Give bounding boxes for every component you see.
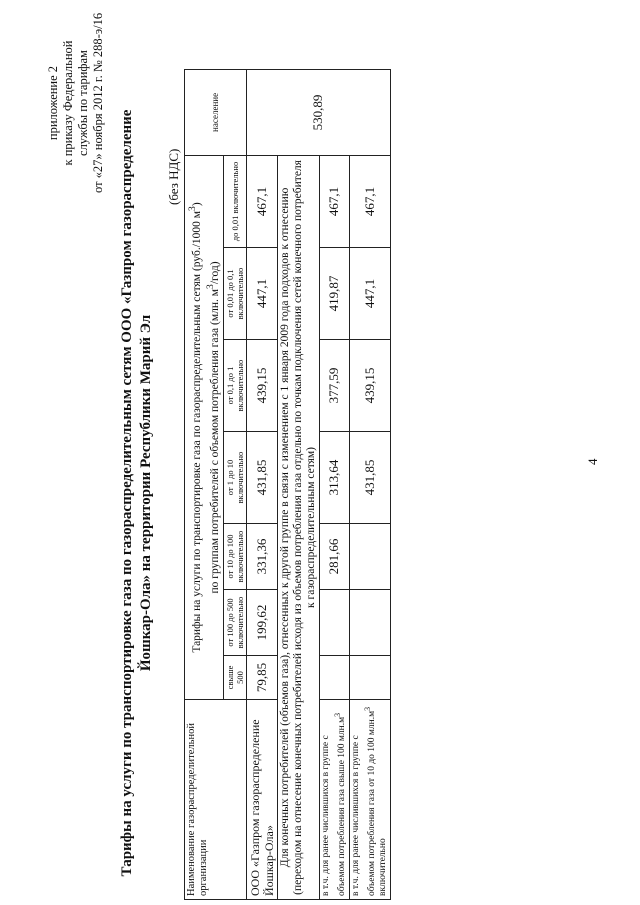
tariff-cell: 431,85 — [246, 432, 277, 524]
note-row — [277, 69, 319, 899]
sub-row-label — [349, 700, 390, 900]
sub-row — [349, 69, 390, 899]
empty-cell — [319, 656, 349, 700]
appendix-line: от «27» ноября 2012 г. № 288-э/16 — [91, 12, 105, 193]
tariff-cell: 439,15 — [246, 340, 277, 432]
tariff-cell: 377,59 — [319, 340, 349, 432]
appendix-line: приложение 2 — [46, 65, 60, 141]
header-group: от 0,01 до 0,1 включительно — [223, 248, 246, 340]
empty-cell — [349, 590, 390, 656]
vat-note: (без НДС) — [166, 148, 181, 205]
sub-row-label-text: включительно — [377, 838, 388, 896]
tariff-cell: 199,62 — [246, 590, 277, 656]
header-tariffs-sup: 3 — [187, 206, 198, 211]
tariff-cell: 439,15 — [349, 340, 390, 432]
header-group: от 10 до 100 включительно — [223, 524, 246, 590]
header-group: до 0,01 включительно — [223, 155, 246, 247]
header-tariffs-text: /год) — [208, 261, 221, 285]
org-row — [246, 69, 277, 899]
sub-row-label — [319, 700, 349, 900]
header-organization: Наименование газораспределительной организации — [185, 700, 247, 900]
org-name: ООО «Газпром газораспределение Йошкар-Ола» — [246, 700, 277, 900]
page-number: 4 — [585, 458, 600, 465]
appendix-block — [46, 13, 106, 193]
tariffs-table — [184, 69, 391, 900]
header-tariffs-text: ) — [190, 202, 203, 207]
header-tariffs-sup: 3 — [204, 284, 216, 289]
tariff-cell: 419,87 — [319, 248, 349, 340]
appendix-line: к приказу Федеральной — [61, 40, 75, 166]
empty-cell — [349, 524, 390, 590]
tariff-cell: 431,85 — [349, 432, 390, 524]
empty-cell — [319, 590, 349, 656]
tariff-cell: 447,1 — [246, 248, 277, 340]
header-tariffs-text: по группам потребителей с объемом потребления газа (млн. м — [208, 288, 221, 594]
header-population: население — [185, 69, 247, 155]
sub-row — [319, 69, 349, 899]
population-tariff: 530,89 — [246, 69, 390, 155]
header-group: от 100 до 500 включительно — [223, 590, 246, 656]
header-group: от 0,1 до 1 включительно — [223, 340, 246, 432]
tariff-cell: 467,1 — [246, 155, 277, 247]
tariff-cell: 79,85 — [246, 656, 277, 700]
tariff-cell: 313,64 — [319, 432, 349, 524]
empty-cell — [349, 656, 390, 700]
tariff-cell: 281,66 — [319, 524, 349, 590]
note-text: Для конечных потребителей (объемов газа), отнесенных к другой группе в связи с изменением с 1 января 2009 года подходов к отнесению (переходом на отнесение конечных потребителей исходя из объемов потребления газа отдельно по точкам подключения сетей конечного потребителя к газораспределительным сетям) — [277, 155, 319, 899]
title-line: Тарифы на услуги по транспортировке газа по газораспределительным сетям ООО «Газпром газораспределение — [119, 109, 135, 877]
title-line: Йошкар-Ола» на территории Республики Марий Эл — [138, 314, 154, 672]
header-group: свыше 500 — [223, 656, 246, 700]
header-tariffs-text: Тарифы на услуги по транспортировке газа по газораспределительным сетям (руб./1000 м — [190, 210, 203, 653]
sub-row-label-text: в т.ч. для ранее числившихся в группе с объемом потребления газа от 10 до 100 млн.м — [350, 710, 377, 896]
sub-row-label-text: в т.ч. для ранее числившихся в группе с объемом потребления газа свыше 100 млн.м — [320, 716, 347, 896]
document-title — [118, 93, 156, 893]
appendix-line: службы по тарифам — [76, 50, 90, 156]
tariff-cell: 467,1 — [319, 155, 349, 247]
tariff-cell: 331,36 — [246, 524, 277, 590]
sub-row-label-sup: 3 — [362, 706, 372, 711]
header-tariffs — [185, 155, 224, 699]
header-row — [185, 69, 224, 899]
header-group: от 1 до 10 включительно — [223, 432, 246, 524]
tariff-cell: 467,1 — [349, 155, 390, 247]
sub-row-label-sup: 3 — [332, 712, 342, 717]
tariff-cell: 447,1 — [349, 248, 390, 340]
